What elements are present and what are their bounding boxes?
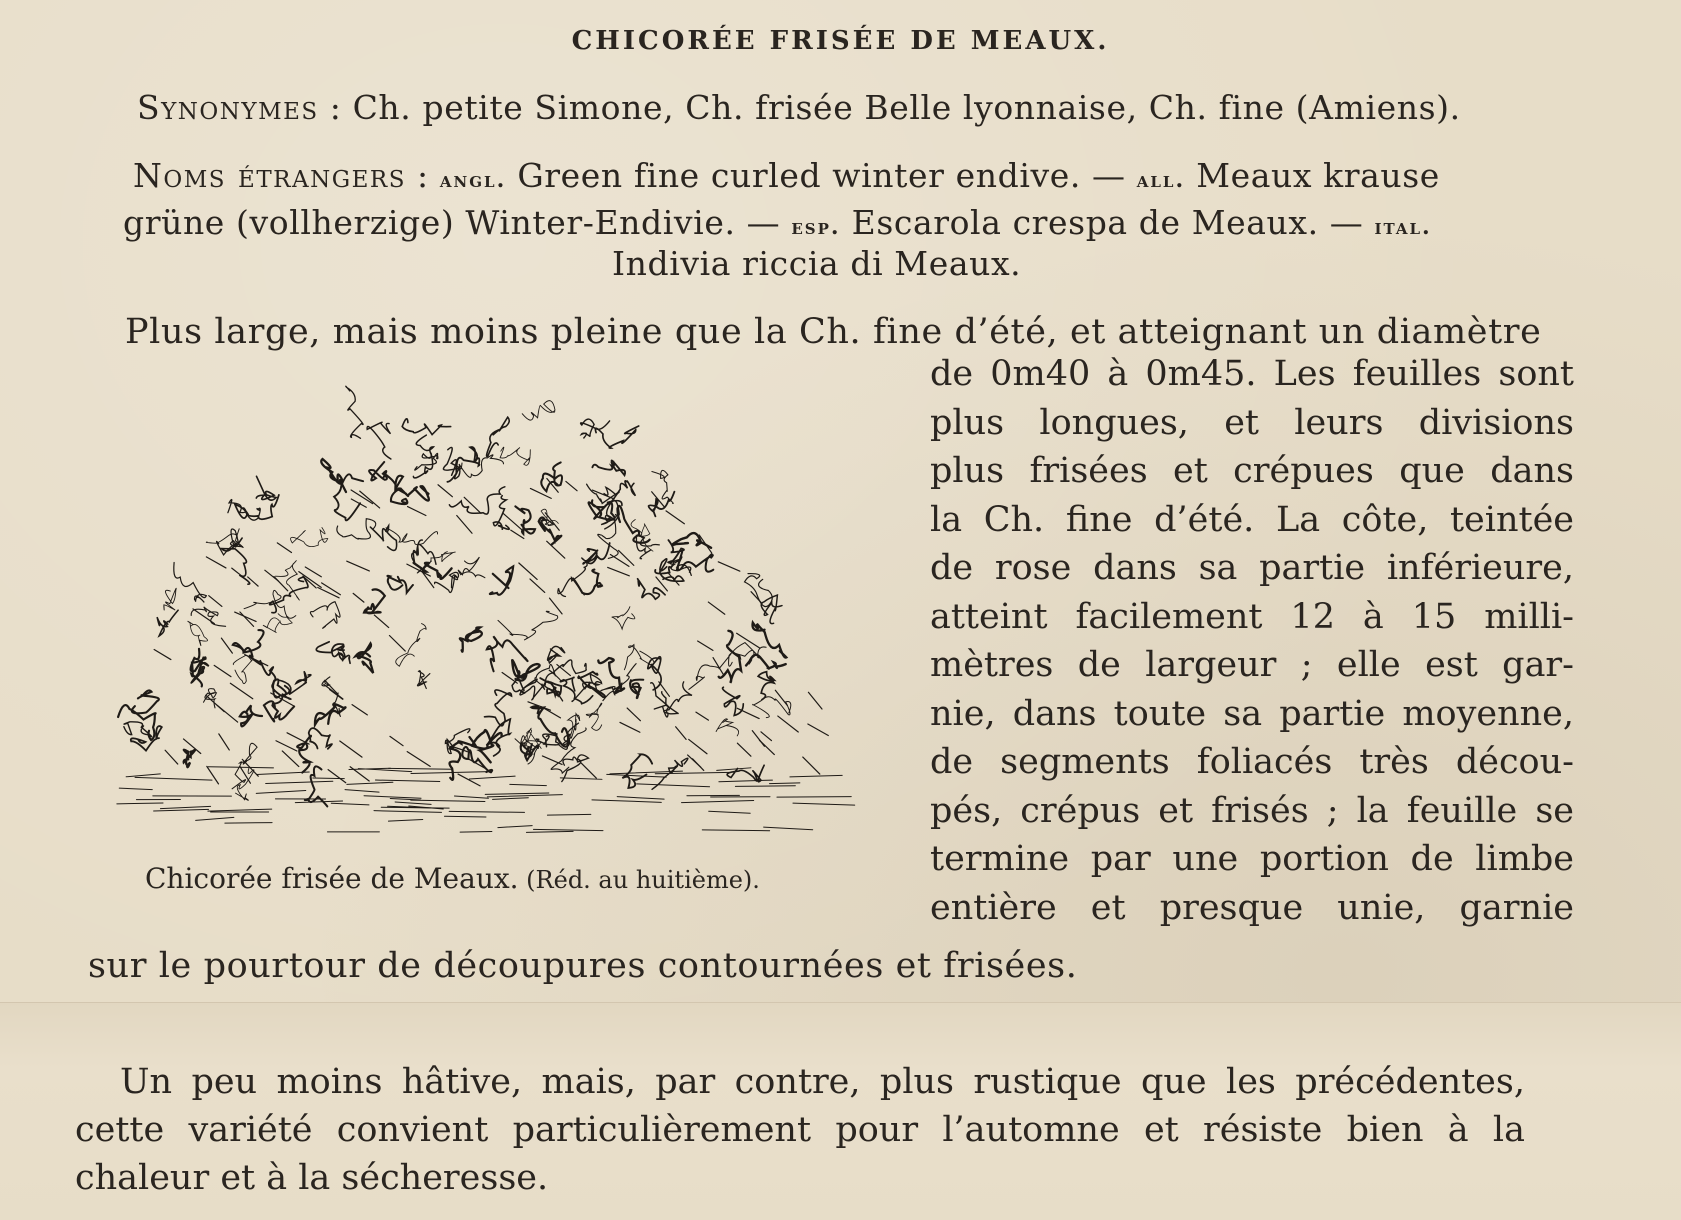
description-line: de rose dans sa partie inférieure,: [930, 544, 1574, 593]
ground-hatch: [487, 795, 562, 797]
ground-hatch: [454, 796, 488, 798]
shade-hatch: [581, 763, 596, 778]
leaf-stroke: [264, 701, 294, 721]
foreign-names-line-1: [133, 156, 1513, 195]
leaf-stroke: [164, 588, 176, 610]
ground-hatch: [331, 803, 369, 805]
leaf-stroke: [256, 476, 276, 500]
ground-hatch: [617, 797, 664, 800]
leaf-stroke: [417, 671, 429, 689]
shade-hatch: [221, 638, 232, 653]
leaf-stroke: [624, 645, 654, 670]
description-first-line: Plus large, mais moins pleine que la Ch. fine d’été, et atteignant un diamètre: [125, 312, 1541, 352]
description-line: de segments foliacés très décou-: [930, 738, 1574, 787]
ground-hatch: [395, 802, 431, 804]
leaf-stroke: [541, 462, 562, 491]
leaf-stroke: [586, 703, 602, 730]
leaf-stroke: [560, 677, 592, 704]
ground-hatch: [160, 806, 210, 808]
shade-hatch: [206, 557, 226, 568]
description-line: atteint facilement 12 à 15 milli-: [930, 593, 1574, 642]
ground-hatch: [493, 798, 529, 800]
leaf-stroke: [356, 643, 374, 673]
shade-hatch: [207, 766, 219, 784]
leaf-stroke: [191, 607, 225, 627]
description-line: nie, dans toute sa partie moyenne,: [930, 690, 1574, 739]
ground-hatch: [770, 783, 800, 784]
foreign-sep: :: [406, 156, 440, 195]
ground-hatch: [117, 803, 163, 804]
leaf-stroke: [291, 528, 328, 547]
leaf-stroke: [346, 386, 363, 438]
leaf-stroke: [719, 631, 741, 683]
foreign-names-line-2: [123, 203, 1432, 242]
leaf-stroke: [716, 719, 739, 736]
ground-hatch: [510, 784, 547, 785]
ground-hatch: [196, 817, 234, 820]
illustration-caption: [145, 862, 760, 895]
ground-hatch: [637, 784, 710, 787]
shade-hatch: [322, 583, 341, 595]
leaf-stroke: [309, 728, 332, 749]
ground-hatch: [358, 769, 411, 772]
ground-hatch: [655, 772, 730, 773]
shade-hatch: [550, 598, 563, 614]
shade-hatch: [457, 515, 472, 533]
shade-hatch: [154, 650, 171, 660]
description-line: termine par une portion de limbe: [930, 835, 1574, 884]
ground-hatch: [790, 775, 842, 777]
ground-hatch: [345, 790, 379, 793]
leaf-stroke: [638, 579, 666, 599]
leaf-stroke: [369, 462, 387, 480]
shade-hatch: [277, 543, 291, 553]
shade-hatch: [566, 481, 577, 490]
leaf-stroke: [573, 570, 603, 594]
shade-hatch: [808, 692, 822, 709]
shade-hatch: [668, 572, 679, 585]
synonyms-text: : Ch. petite Simone, Ch. frisée Belle lyonnaise, Ch. fine (Amiens).: [319, 88, 1461, 127]
shade-hatch: [608, 567, 630, 575]
ground-hatch: [735, 786, 795, 787]
leaf-stroke: [131, 726, 162, 751]
lang-angl: angl.: [440, 167, 506, 193]
shade-hatch: [610, 554, 629, 566]
ground-hatch: [347, 782, 393, 784]
shade-hatch: [209, 596, 222, 607]
leaf-stroke: [515, 506, 535, 533]
shade-hatch: [659, 682, 670, 697]
shade-hatch: [718, 562, 740, 571]
shade-hatch: [761, 732, 772, 741]
ground-hatch: [256, 791, 306, 794]
leaf-stroke: [157, 610, 178, 636]
leaf-stroke: [184, 750, 196, 768]
shade-hatch: [627, 708, 640, 721]
leaf-stroke: [270, 577, 308, 613]
ground-hatch: [154, 809, 209, 811]
leaf-stroke: [498, 611, 558, 640]
closing-line: cette variété convient particulièrement pour l’automne et résiste bien à la: [75, 1106, 1525, 1154]
shade-hatch: [352, 705, 367, 715]
description-line: plus frisées et crépues que dans: [930, 447, 1574, 496]
leaf-stroke: [222, 538, 250, 584]
lang-ital: ital.: [1374, 214, 1431, 240]
synonyms-line: [137, 88, 1461, 127]
all-text: Meaux krause: [1185, 156, 1440, 195]
ground-hatch: [119, 788, 152, 789]
ground-hatch: [208, 809, 272, 811]
shade-hatch: [230, 683, 252, 699]
leaf-stroke: [310, 602, 340, 629]
shade-hatch: [696, 712, 708, 720]
closing-paragraph: [75, 1058, 1555, 1202]
shade-hatch: [389, 636, 405, 652]
ground-hatch: [411, 800, 485, 801]
leaf-stroke: [487, 417, 510, 456]
all-text-cont: grüne (vollherzige) Winter-Endivie. —: [123, 203, 791, 242]
leaf-stroke: [370, 526, 396, 551]
shade-hatch: [571, 577, 584, 595]
foreign-names-line-3: Indivia riccia di Meaux.: [612, 244, 1021, 283]
leaf-stroke: [232, 743, 257, 788]
leaf-stroke: [124, 722, 152, 737]
leaf-stroke: [460, 627, 482, 651]
leaf-stroke: [572, 674, 602, 701]
leaf-stroke: [522, 401, 555, 421]
leaf-stroke: [132, 690, 159, 713]
leaf-stroke: [490, 566, 513, 594]
leaf-stroke: [459, 455, 503, 478]
leaf-stroke: [275, 561, 299, 600]
description-line: plus longues, et leurs divisions: [930, 399, 1574, 448]
shade-hatch: [438, 485, 452, 497]
leaf-stroke: [745, 574, 773, 607]
shade-hatch: [318, 587, 339, 597]
leaf-stroke: [630, 680, 643, 699]
ground-hatch: [389, 768, 453, 769]
leaf-stroke: [398, 486, 429, 501]
leaf-stroke: [386, 528, 438, 545]
shade-hatch: [219, 734, 229, 750]
ground-hatch: [381, 807, 449, 808]
leaf-stroke: [652, 470, 673, 503]
ground-hatch: [498, 826, 532, 828]
caption-main: Chicorée frisée de Meaux.: [145, 862, 519, 895]
shade-hatch: [351, 490, 373, 504]
leaf-stroke: [458, 557, 485, 578]
shade-hatch: [276, 741, 297, 751]
leaf-stroke: [758, 672, 774, 700]
ground-hatch: [533, 829, 603, 830]
angl-text: Green fine curled winter endive. —: [506, 156, 1137, 195]
leaf-stroke: [174, 563, 207, 603]
ground-hatch: [364, 796, 421, 798]
leaf-stroke: [500, 447, 530, 465]
shade-hatch: [217, 705, 237, 722]
leaf-stroke: [723, 687, 744, 715]
shade-hatch: [305, 567, 321, 577]
leaf-stroke: [608, 481, 636, 506]
shade-hatch: [165, 750, 178, 764]
ground-hatch: [702, 830, 769, 831]
leaf-stroke: [240, 705, 262, 726]
leaf-stroke: [558, 556, 591, 596]
ground-hatch: [444, 816, 485, 817]
ground-hatch: [266, 781, 333, 783]
leaf-stroke: [746, 655, 786, 669]
description-line: entière et presque unie, garnie: [930, 884, 1574, 933]
leaf-stroke: [386, 475, 407, 504]
shade-hatch: [698, 641, 713, 650]
caption-note: (Réd. au huitième).: [519, 866, 760, 894]
ground-hatch: [135, 777, 212, 780]
synonyms-label: Synonymes: [137, 88, 319, 127]
shade-hatch: [232, 568, 244, 578]
leaf-stroke: [364, 589, 385, 613]
description-last-line: sur le pourtour de découpures contournées et frisées.: [88, 946, 1077, 986]
leaf-stroke: [595, 426, 638, 448]
ground-hatch: [295, 801, 342, 803]
leaf-stroke: [487, 636, 528, 671]
shade-hatch: [737, 743, 751, 756]
ground-hatch: [719, 780, 773, 782]
ground-hatch: [793, 803, 855, 805]
shade-hatch: [282, 751, 299, 767]
leaf-stroke: [592, 460, 625, 475]
description-line: de 0m40 à 0m45. Les feuilles sont: [930, 350, 1574, 399]
ground-hatch: [126, 774, 160, 777]
shade-hatch: [688, 755, 701, 767]
ground-hatch: [411, 772, 489, 774]
ground-hatch: [526, 831, 573, 832]
shade-hatch: [778, 716, 798, 732]
shade-hatch: [422, 572, 434, 588]
shade-hatch: [390, 736, 403, 745]
leaf-stroke: [753, 697, 791, 718]
shade-hatch: [530, 488, 551, 498]
esp-text: Escarola crespa de Meaux. —: [841, 203, 1375, 242]
shade-hatch: [619, 550, 634, 565]
leaf-stroke: [396, 624, 426, 667]
shade-hatch: [408, 507, 426, 516]
leaf-stroke: [337, 519, 376, 539]
ground-hatch: [374, 811, 442, 813]
ground-hatch: [607, 774, 666, 777]
shade-hatch: [287, 733, 309, 744]
shade-hatch: [666, 511, 684, 524]
shade-hatch: [265, 570, 279, 581]
leaf-stroke: [321, 459, 346, 492]
leaf-stroke: [672, 533, 711, 548]
shade-hatch: [737, 708, 759, 718]
ground-hatch: [682, 800, 754, 802]
ground-hatch: [547, 814, 590, 815]
shade-hatch: [330, 689, 343, 699]
shade-hatch: [775, 690, 787, 705]
shade-hatch: [689, 739, 707, 753]
leaf-stroke: [601, 501, 619, 529]
ground-hatch: [777, 797, 851, 798]
shade-hatch: [374, 615, 388, 627]
lang-all: all.: [1137, 167, 1185, 193]
shade-hatch: [340, 741, 362, 757]
shade-hatch: [708, 602, 724, 614]
shade-hatch: [519, 563, 537, 579]
shade-hatch: [353, 593, 364, 602]
shade-hatch: [547, 541, 565, 558]
description-line: mètres de largeur ; elle est gar-: [930, 641, 1574, 690]
shade-hatch: [676, 727, 686, 740]
leaf-stroke: [188, 621, 208, 645]
leaf-stroke: [233, 630, 264, 664]
closing-line: Un peu moins hâtive, mais, par contre, plus rustique que les précédentes,: [75, 1058, 1525, 1106]
ground-hatch: [485, 793, 549, 794]
ground-hatch: [460, 831, 492, 832]
leaf-stroke: [548, 646, 565, 663]
shade-hatch: [407, 752, 430, 767]
ground-hatch: [469, 776, 515, 779]
leaf-stroke: [612, 607, 635, 629]
ground-hatch: [449, 811, 524, 812]
chicory-illustration: [90, 385, 880, 845]
shade-hatch: [808, 724, 828, 736]
leaf-stroke: [233, 655, 252, 683]
leaf-stroke: [493, 496, 509, 530]
shade-hatch: [542, 756, 562, 765]
shade-hatch: [347, 561, 370, 571]
shade-hatch: [530, 579, 545, 592]
shade-hatch: [328, 770, 346, 783]
shade-hatch: [235, 612, 256, 621]
leaf-stroke: [367, 422, 391, 459]
leaf-stroke: [263, 614, 292, 633]
description-line: la Ch. fine d’été. La côte, teintée: [930, 496, 1574, 545]
ground-hatch: [764, 827, 813, 830]
leaf-stroke: [315, 704, 346, 725]
description-wrapped-column: [930, 350, 1574, 932]
ground-hatch: [709, 811, 750, 813]
closing-line: chaleur et à la sécheresse.: [75, 1154, 1555, 1202]
ground-hatch: [717, 768, 751, 771]
description-line: pés, crépus et frisés ; la feuille se: [930, 787, 1574, 836]
shade-hatch: [458, 774, 480, 786]
ground-hatch: [375, 780, 439, 781]
foreign-label: Noms étrangers: [133, 156, 406, 195]
shade-hatch: [620, 722, 640, 732]
page-title: CHICORÉE FRISÉE DE MEAUX.: [0, 26, 1681, 56]
leaf-stroke: [278, 671, 311, 694]
shade-hatch: [803, 757, 820, 774]
ground-hatch: [592, 800, 661, 802]
leaf-stroke: [402, 419, 451, 435]
lang-esp: esp.: [791, 214, 840, 240]
ground-hatch: [388, 819, 422, 821]
leaf-stroke: [387, 576, 413, 593]
leaf-stroke: [622, 754, 652, 788]
shade-hatch: [214, 665, 231, 676]
